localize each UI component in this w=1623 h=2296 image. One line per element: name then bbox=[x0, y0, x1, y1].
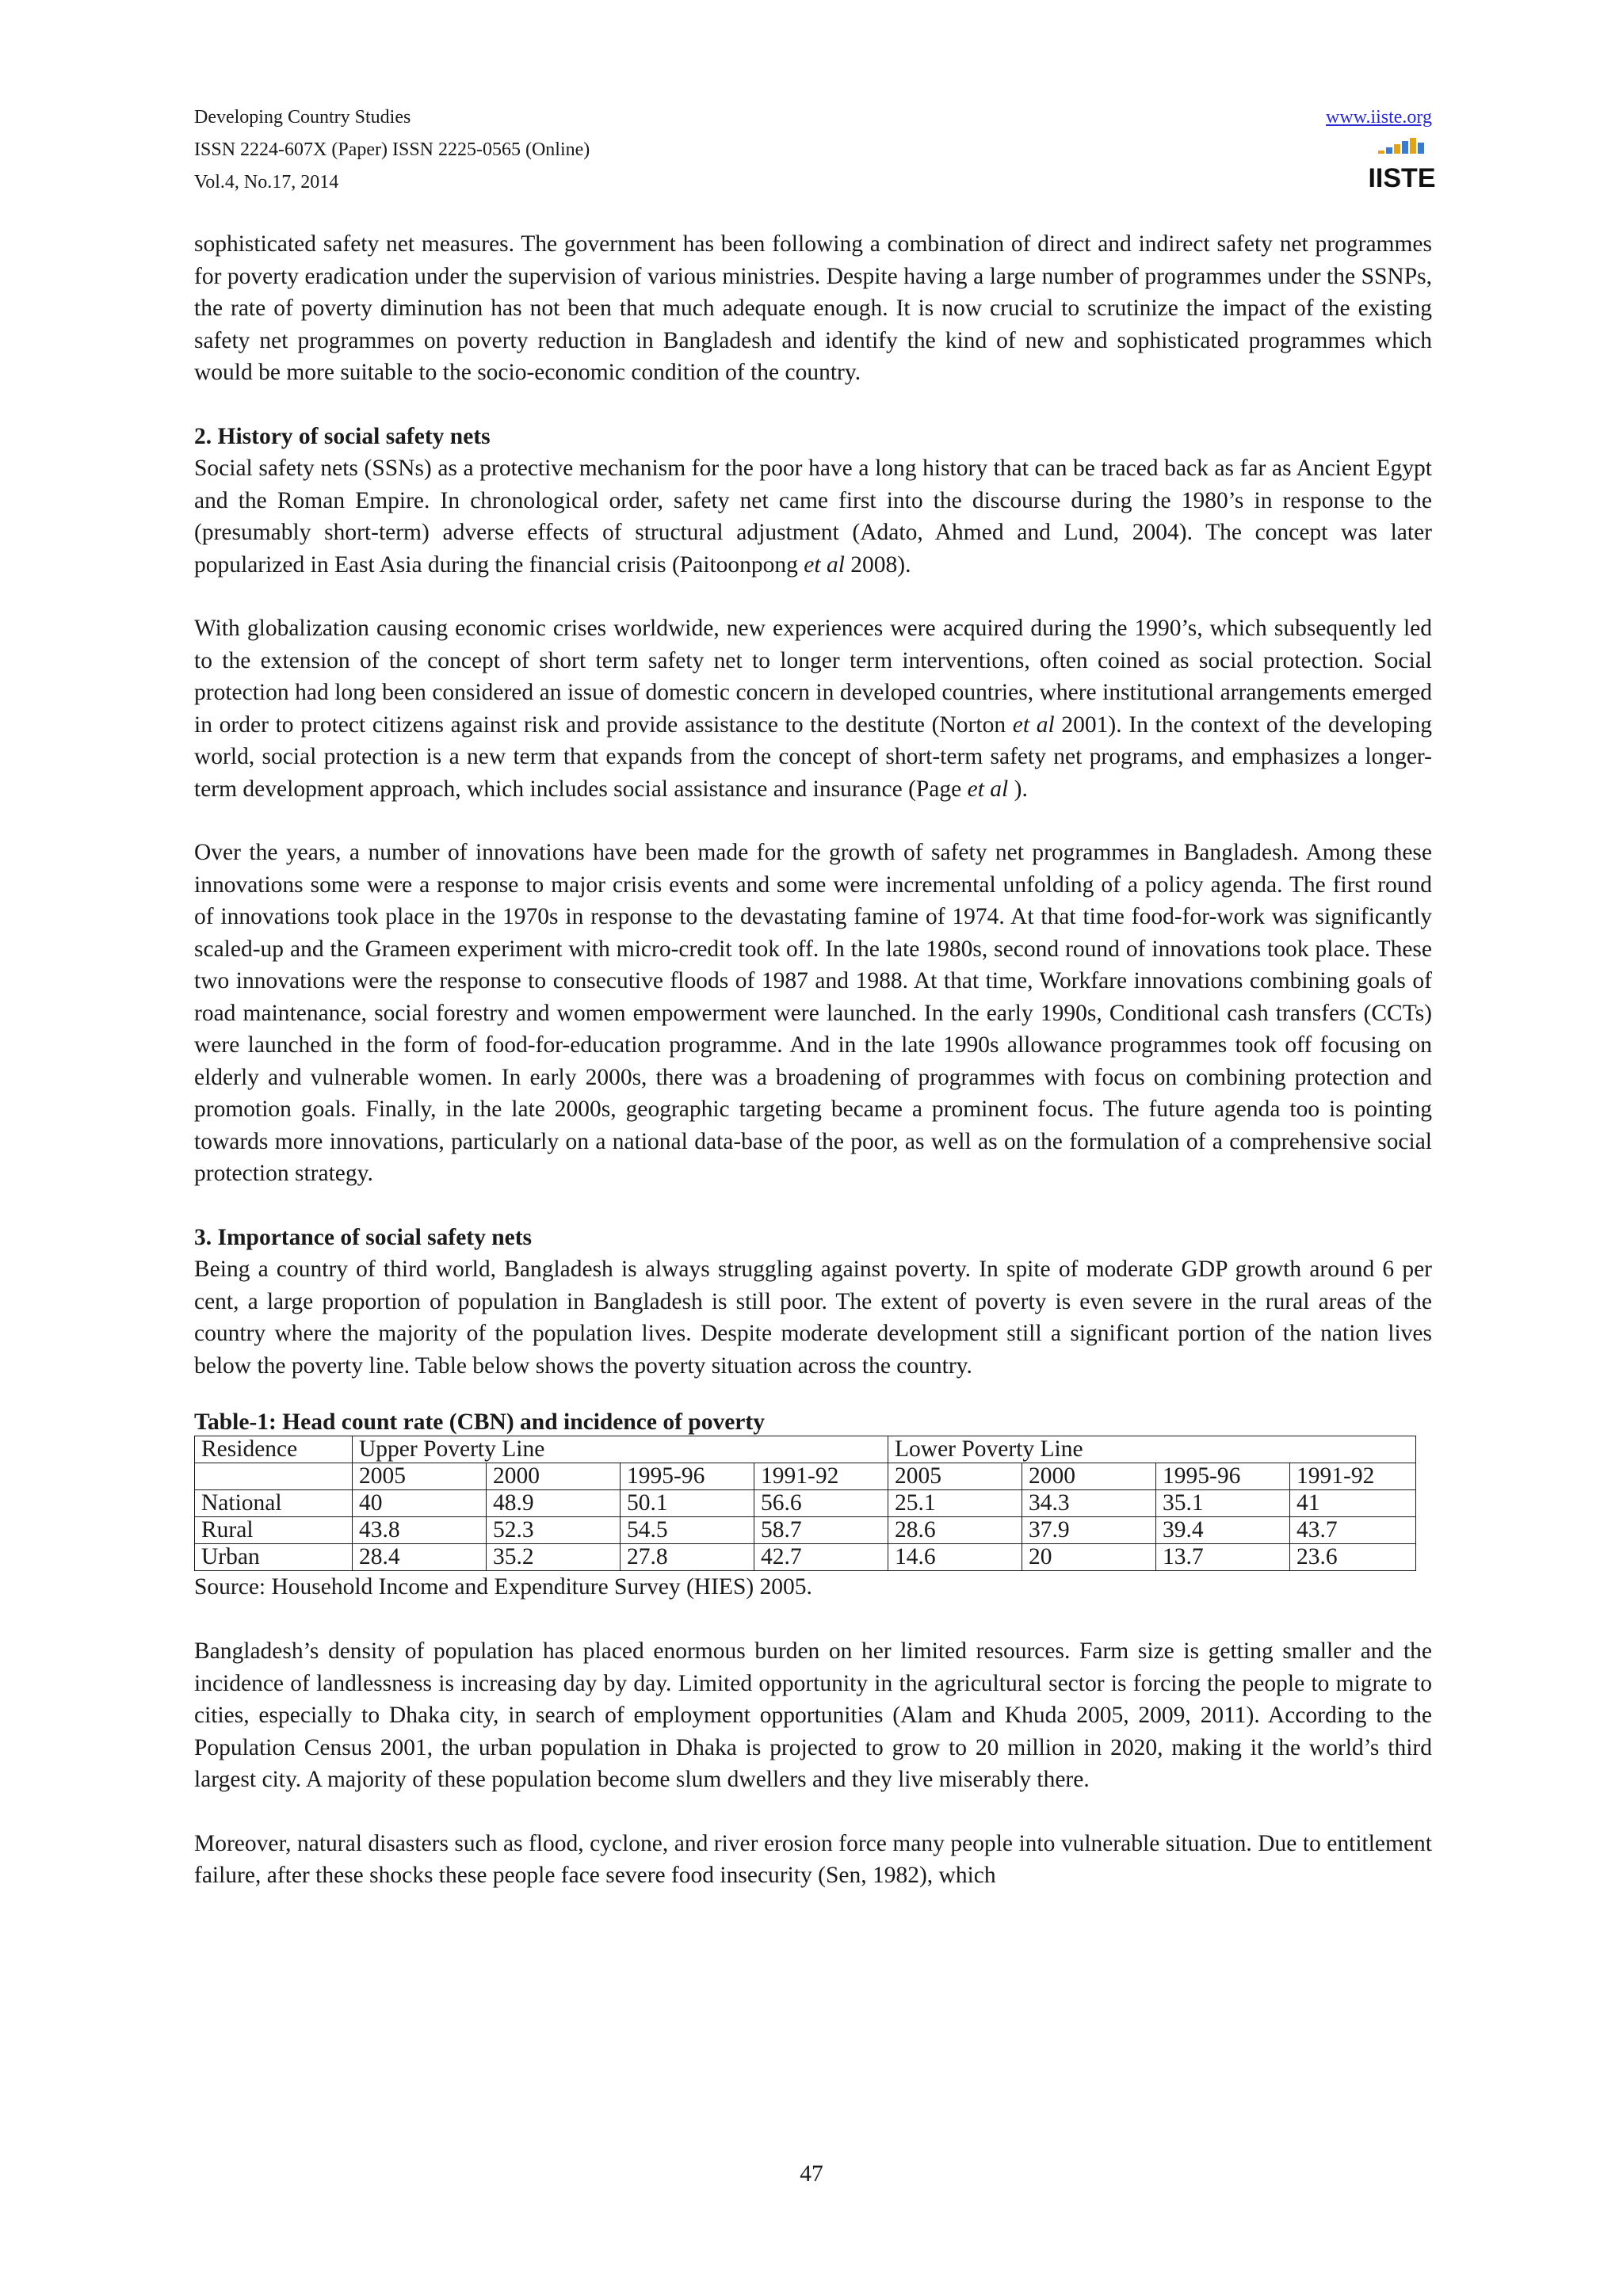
journal-volume: Vol.4, No.17, 2014 bbox=[194, 172, 339, 193]
section-2-heading: 2. History of social safety nets bbox=[194, 423, 491, 449]
table-source: Source: Household Income and Expenditure Survey (HIES) 2005. bbox=[194, 1574, 812, 1600]
section-3-paragraph-3: Moreover, natural disasters such as flood, cyclone, and river erosion force many people into vulnerable situation. Due to entitlement failure, after these shocks these people face severe food insecurity (Sen, 1982), which bbox=[194, 1830, 1432, 1888]
year-cell: 1995-96 bbox=[1156, 1463, 1290, 1490]
table-cell: 48.9 bbox=[487, 1490, 621, 1517]
journal-issn: ISSN 2224-607X (Paper) ISSN 2225-0565 (Online) bbox=[194, 139, 590, 160]
table-row bbox=[195, 1544, 1416, 1571]
table-cell: 13.7 bbox=[1156, 1544, 1290, 1571]
journal-name: Developing Country Studies bbox=[194, 107, 411, 128]
year-cell: 1991-92 bbox=[754, 1463, 888, 1490]
table-header-row bbox=[195, 1436, 1416, 1463]
journal-url-link[interactable]: www.iiste.org bbox=[1326, 107, 1432, 128]
journal-info bbox=[194, 101, 590, 199]
year-cell: 2000 bbox=[1022, 1463, 1156, 1490]
table-cell: 50.1 bbox=[621, 1490, 754, 1517]
iiste-logo bbox=[1368, 136, 1436, 195]
row-label: Urban bbox=[195, 1544, 353, 1571]
year-cell: 2005 bbox=[353, 1463, 487, 1490]
table-cell: 42.7 bbox=[754, 1544, 888, 1571]
upper-poverty-line-header: Upper Poverty Line bbox=[353, 1436, 888, 1463]
table-cell: 52.3 bbox=[487, 1517, 621, 1544]
page-header bbox=[194, 101, 1436, 204]
year-cell: 1991-92 bbox=[1290, 1463, 1416, 1490]
year-cell: 2000 bbox=[487, 1463, 621, 1490]
year-cell: 2005 bbox=[888, 1463, 1022, 1490]
table-cell: 35.2 bbox=[487, 1544, 621, 1571]
table-row bbox=[195, 1517, 1416, 1544]
intro-paragraph: sophisticated safety net measures. The government has been following a combination of direct and indirect safety net programmes for poverty eradication under the supervision of various ministries. Despite having a large number of programmes under the SSNPs, the rate of poverty diminution has not been that much adequate enough. It is now crucial to scrutinize the impact of the existing safety net programmes on poverty reduction in Bangladesh and identify the kind of new and sophisticated programmes which would be more suitable to the socio-economic condition of the country. bbox=[194, 231, 1432, 385]
section-3-paragraph-2: Bangladesh’s density of population has placed enormous burden on her limited resources. Farm size is getting smaller and the incidence of landlessness is increasing day by day. Limited opportunity in the agricultural sector is forcing the people to migrate to cities, especially to Dhaka city, in search of employment opportunities (Alam and Khuda 2005, 2009, 2011). According to the Population Census 2001, the urban population in Dhaka is projected to grow to 20 million in 2020, making it the world’s third largest city. A majority of these population become slum dwellers and they live miserably there. bbox=[194, 1638, 1432, 1792]
section-2-paragraph-2: With globalization causing economic crises worldwide, new experiences were acquired during the 1990’s, which subsequently led to the extension of the concept of short term safety net to longer term interventions, often coined as social protection. Social protection had long been considered an issue of domestic concern in developed countries, where institutional arrangements emerged in order to protect citizens against risk and provide assistance to the destitute (Norton et al 2001). In the context of the developing world, social protection is a new term that expands from the concept of short-term safety net programs, and emphasizes a longer-term development approach, which includes social assistance and insurance (Page et al ). bbox=[194, 616, 1432, 802]
row-label: Rural bbox=[195, 1517, 353, 1544]
table-cell: 20 bbox=[1022, 1544, 1156, 1571]
lower-poverty-line-header: Lower Poverty Line bbox=[888, 1436, 1416, 1463]
table-years-row bbox=[195, 1463, 1416, 1490]
table-cell: 40 bbox=[353, 1490, 487, 1517]
svg-text:IISTE: IISTE bbox=[1368, 163, 1436, 193]
table-cell: 37.9 bbox=[1022, 1517, 1156, 1544]
table-cell: 28.6 bbox=[888, 1517, 1022, 1544]
table-cell: 34.3 bbox=[1022, 1490, 1156, 1517]
table-cell: 43.7 bbox=[1290, 1517, 1416, 1544]
table-cell: 41 bbox=[1290, 1490, 1416, 1517]
table-cell: 27.8 bbox=[621, 1544, 754, 1571]
section-3-heading: 3. Importance of social safety nets bbox=[194, 1224, 533, 1250]
empty-cell bbox=[195, 1463, 353, 1490]
table-cell: 39.4 bbox=[1156, 1517, 1290, 1544]
table-row bbox=[195, 1490, 1416, 1517]
residence-header: Residence bbox=[195, 1436, 353, 1463]
table-title: Table-1: Head count rate (CBN) and incidence of poverty bbox=[194, 1409, 765, 1435]
row-label: National bbox=[195, 1490, 353, 1517]
table-cell: 23.6 bbox=[1290, 1544, 1416, 1571]
section-3-paragraph-1: Being a country of third world, Bangladesh is always struggling against poverty. In spite of moderate GDP growth around 6 per cent, a large proportion of population in Bangladesh is still poor. The extent of poverty is even severe in the rural areas of the country where the majority of the population lives. Despite moderate development still a significant portion of the nation lives below the poverty line. Table below shows the poverty situation across the country. bbox=[194, 1257, 1432, 1379]
poverty-table bbox=[194, 1436, 1416, 1571]
table-cell: 54.5 bbox=[621, 1517, 754, 1544]
year-cell: 1995-96 bbox=[621, 1463, 754, 1490]
table-cell: 14.6 bbox=[888, 1544, 1022, 1571]
section-2-paragraph-3: Over the years, a number of innovations have been made for the growth of safety net programmes in Bangladesh. Among these innovations some were a response to major crisis events and some were incremental unfolding of a policy agenda. The first round of innovations took place in the 1970s in response to the devastating famine of 1974. At that time food-for-work was significantly scaled-up and the Grameen experiment with micro-credit took off. In the late 1980s, second round of innovations took place. These two innovations were the response to consecutive floods of 1987 and 1988. At that time, Workfare innovations combining goals of road maintenance, social forestry and women empowerment were launched. In the early 1990s, Conditional cash transfers (CCTs) were launched in the form of food-for-education programme. And in the late 1990s allowance programmes took off focusing on elderly and vulnerable women. In early 2000s, there was a broadening of programmes with focus on combining protection and promotion goals. Finally, in the late 2000s, geographic targeting became a prominent focus. The future agenda too is pointing towards more innovations, particularly on a national data-base of the poor, as well as on the formulation of a comprehensive social protection strategy. bbox=[194, 840, 1432, 1186]
table-cell: 43.8 bbox=[353, 1517, 487, 1544]
table-cell: 58.7 bbox=[754, 1517, 888, 1544]
table-cell: 25.1 bbox=[888, 1490, 1022, 1517]
section-2-paragraph-1: Social safety nets (SSNs) as a protective mechanism for the poor have a long history that can be traced back as far as Ancient Egypt and the Roman Empire. In chronological order, safety net came first into the discourse during the 1980’s in response to the (presumably short-term) adverse effects of structural adjustment (Adato, Ahmed and Lund, 2004). The concept was later popularized in East Asia during the financial crisis (Paitoonpong et al 2008). bbox=[194, 456, 1432, 578]
article-body bbox=[194, 228, 1432, 1924]
table-cell: 28.4 bbox=[353, 1544, 487, 1571]
table-cell: 56.6 bbox=[754, 1490, 888, 1517]
page-number: 47 bbox=[800, 2161, 823, 2187]
table-cell: 35.1 bbox=[1156, 1490, 1290, 1517]
